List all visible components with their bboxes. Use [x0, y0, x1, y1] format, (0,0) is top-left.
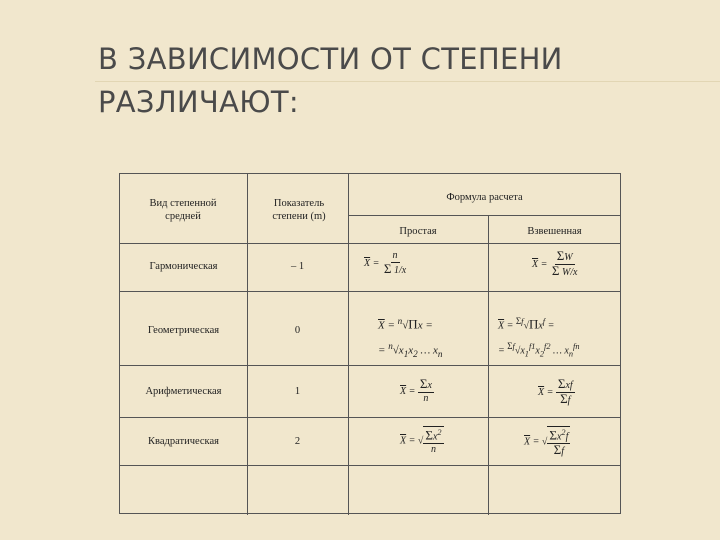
grid-line	[120, 243, 621, 244]
formula-quadratic-weighted: $\overline{X}$ = √ $\frac{\Sigma x^2f}{\Sigma f}$	[524, 427, 569, 458]
row-exponent-geometric: 0	[294, 325, 301, 336]
row-exponent-quadratic: 2	[294, 436, 301, 447]
formula-harmonic-simple: $\overline{X}$ = $\frac{n}{\Sigma 1/x}$	[364, 250, 407, 276]
formula-quadratic-simple: $\overline{X}$ = √ $\frac{\Sigma x^2}{n}$	[400, 427, 442, 456]
row-exponent-harmonic: – 1	[290, 261, 305, 272]
row-kind-arithmetic: Арифметическая	[145, 386, 222, 397]
formula-geometric-simple: $\overline{X} = ^n√\Pi x$ = = $^n√x_1x_2$ … $x_n$	[378, 316, 443, 359]
grid-line	[348, 215, 621, 216]
grid-line	[120, 465, 621, 466]
header-formula: Формула расчета	[446, 192, 523, 203]
row-kind-harmonic: Гармоническая	[149, 261, 218, 272]
title-line-2: РАЗЛИЧАЮТ:	[98, 85, 299, 119]
row-kind-quadratic: Квадратическая	[148, 436, 219, 447]
formula-arithmetic-simple: $\overline{X}$ = $\frac{\Sigma x}{n}$	[400, 376, 432, 404]
formula-harmonic-weighted: $\overline{X}$ = $\frac{\Sigma W}{\text{Σ W/x}}$	[532, 248, 578, 278]
title-divider	[95, 81, 720, 82]
formula-arithmetic-weighted: $\overline{X}$ = $\frac{\text{Σxf}}{\Sigma f}$	[538, 376, 573, 406]
grid-line	[247, 174, 248, 515]
title-line-1: В ЗАВИСИМОСТИ ОТ СТЕПЕНИ	[98, 42, 563, 76]
header-kind: Вид степенной средней	[149, 198, 217, 222]
grid-line	[120, 365, 621, 366]
power-means-table	[119, 173, 621, 514]
grid-line	[120, 417, 621, 418]
grid-line	[488, 215, 489, 515]
header-weighted: Взвешенная	[527, 226, 582, 237]
row-exponent-arithmetic: 1	[294, 386, 301, 397]
formula-geometric-weighted: $\overline{X} = ^{\Sigma f}√\Pi x^f$ = = $^{\Sigma f}√x_1^{f1}x_2^{f2}$ … $x_n^{fn}$	[498, 316, 580, 359]
row-kind-geometric: Геометрическая	[147, 325, 220, 336]
header-exponent: Показатель степени (m)	[272, 198, 326, 222]
grid-line	[120, 291, 621, 292]
header-simple: Простая	[399, 226, 437, 237]
